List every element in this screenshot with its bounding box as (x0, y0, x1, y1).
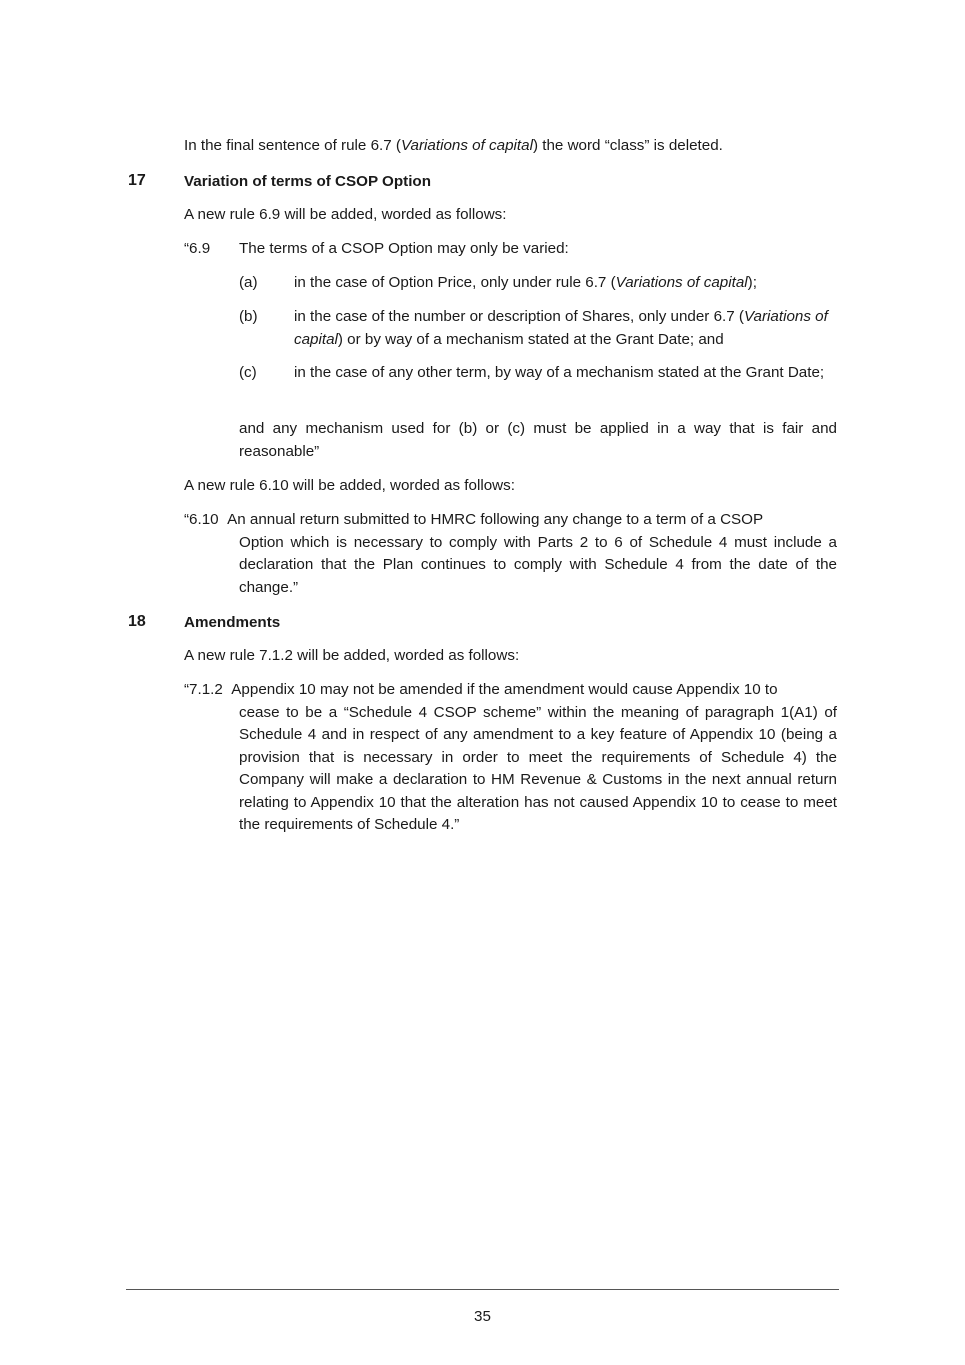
item-a-italic: Variations of capital (615, 274, 748, 291)
rule-6-10-number: “6.10 (184, 511, 219, 528)
item-a-text-after: ); (747, 274, 757, 291)
section-17-lead-2: A new rule 6.10 will be added, worded as follows: (184, 477, 515, 494)
page-number: 35 (474, 1308, 491, 1325)
item-a-label: (a) (239, 274, 258, 291)
item-a-text-before: in the case of Option Price, only under rule 6.7 ( (294, 274, 616, 291)
intro-paragraph (184, 135, 837, 158)
rule-6-10-first-line (184, 509, 837, 532)
item-b-label: (b) (239, 308, 258, 325)
section-17-number: 17 (128, 172, 146, 189)
intro-italic: Variations of capital (400, 137, 533, 154)
item-c-label: (c) (239, 364, 257, 381)
section-18-title: Amendments (184, 614, 281, 631)
rule-7-1-2-first-line (184, 679, 837, 702)
item-b-text-after: ) or by way of a mechanism stated at the Grant Date; and (337, 330, 724, 348)
item-c-text: in the case of any other term, by way of a mechanism stated at the Grant Date; (294, 364, 825, 381)
section-18-number: 18 (128, 613, 146, 630)
item-a-text (294, 272, 837, 295)
footer-divider (126, 1289, 839, 1290)
intro-text-after: ) the word “class” is deleted. (532, 137, 723, 154)
intro-text-before: In the final sentence of rule 6.7 ( (184, 137, 401, 154)
section-17-lead: A new rule 6.9 will be added, worded as follows: (184, 206, 507, 223)
section-18-lead: A new rule 7.1.2 will be added, worded as follows: (184, 647, 520, 664)
rule-6-9-text: The terms of a CSOP Option may only be varied: (239, 240, 569, 257)
rule-7-1-2-first-text: Appendix 10 may not be amended if the amendment would cause Appendix 10 to (231, 681, 778, 698)
rule-6-9-number: “6.9 (184, 240, 211, 257)
rule-6-10-body: Option which is necessary to comply with Parts 2 to 6 of Schedule 4 must include a declaration that the Plan continues to comply with Schedule 4 from the date of the change.” (239, 533, 837, 596)
section-17-title: Variation of terms of CSOP Option (184, 173, 431, 190)
item-b-text-before: in the case of the number or description of Shares, only under 6.7 ( (294, 308, 744, 325)
item-b-italic: Variations of capital (294, 308, 828, 348)
item-b-text (294, 306, 837, 351)
rule-6-10-first-text: An annual return submitted to HMRC following any change to a term of a CSOP (227, 511, 764, 528)
rule-7-1-2-number: “7.1.2 (184, 681, 223, 698)
rule-6-9-closing: and any mechanism used for (b) or (c) must be applied in a way that is fair and reasonable” (239, 420, 837, 460)
rule-7-1-2-body: cease to be a “Schedule 4 CSOP scheme” within the meaning of paragraph 1(A1) of Schedule 4 and in respect of any amendment to a key feature of Appendix 10 (being a provision that is necessary in order to meet the requirements of Schedule 4) the Company will make a declaration to HM Revenue & Customs in the next annual return relating to Appendix 10 that the alteration has not caused Appendix 10 to cease to meet the requirements of Schedule 4.” (239, 703, 837, 833)
